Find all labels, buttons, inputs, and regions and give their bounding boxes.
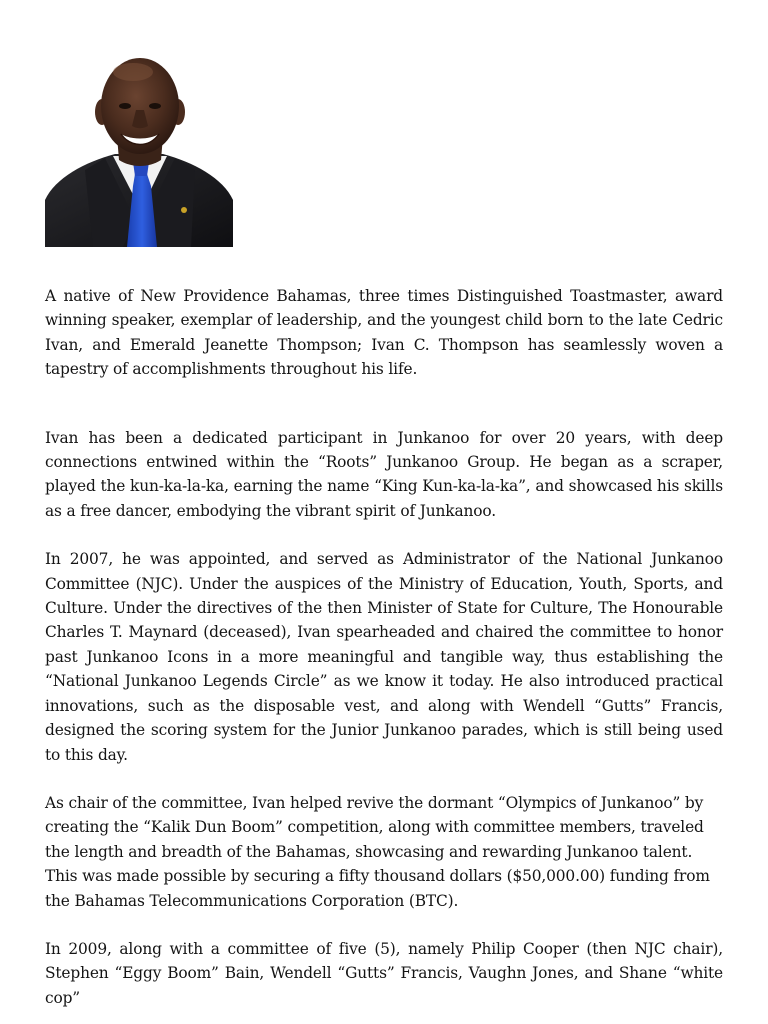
portrait-illustration bbox=[45, 50, 233, 247]
paragraph-intro: A native of New Providence Bahamas, three times Distinguished Toastmaster, award winning speaker, exemplar of leadership, and the youngest child born to the late Cedric Ivan, and Emerald Jeanette Thompson; Ivan C. Thompson has seamlessly woven a tapestry of accomplishments throughout his life. bbox=[45, 287, 723, 379]
paragraph-junkanoo-participation: Ivan has been a dedicated participant in Junkanoo for over 20 years, with deep connections entwined within the “Roots” Junkanoo Group. He began as a scraper, played the kun-ka-la-ka, earning the name “King Kun-ka-la-ka”, and showcased his skills as a free dancer, embodying the vibrant spirit of Junkanoo. bbox=[45, 428, 723, 520]
paragraph-2009-committee: In 2009, along with a committee of five (5), namely Philip Cooper (then NJC chair), Stephen “Eggy Boom” Bain, Wendell “Gutts” Francis, Vaughn Jones, and Shane “white cop” bbox=[45, 939, 723, 1007]
paragraph-njc-administrator: In 2007, he was appointed, and served as Administrator of the National Junkanoo Committee (NJC). Under the auspices of the Ministry of Education, Youth, Sports, and Culture. Under the directives of the then Minister of State for Culture, The Honourable Charles T. Maynard (deceased), Ivan spearheaded and chaired the committee to honor past Junkanoo Icons in a more meaningful and tangible way, thus establishing the “National Junkanoo Legends Circle” as we know it today. He also introduced practical innovations, such as the disposable vest, and along with Wendell “Gutts” Francis, designed the scoring system for the Junior Junkanoo parades, which is still being used to this day. bbox=[45, 550, 723, 764]
portrait-photo bbox=[45, 50, 233, 247]
biography-text bbox=[45, 284, 723, 1010]
paragraph-kalik-dun-boom: As chair of the committee, Ivan helped revive the dormant “Olympics of Junkanoo” by creating the “Kalik Dun Boom” competition, along with committee members, traveled the length and breadth of the Bahamas, showcasing and rewarding Junkanoo talent. This was made possible by securing a fifty thousand dollars ($50,000.00) funding from the Bahamas Telecommunications Corporation (BTC). bbox=[45, 793, 710, 910]
